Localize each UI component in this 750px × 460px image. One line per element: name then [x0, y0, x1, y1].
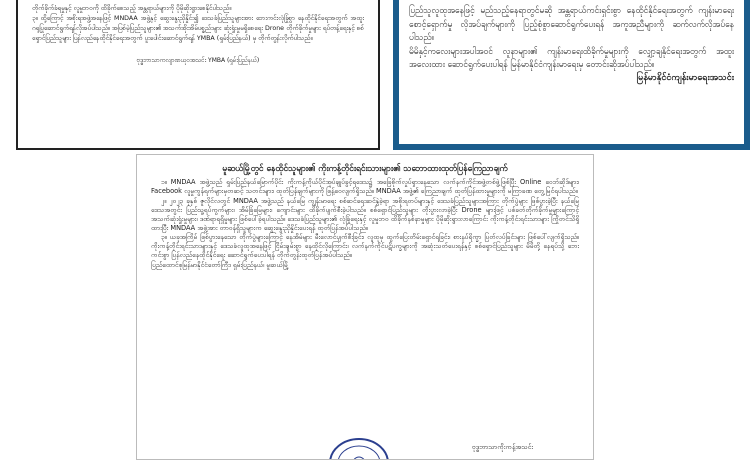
- doc3-date-line: ပြည်ထောင်စုမြန်မာနိုင်ငံတော်ကြီး၊ ရှမ်းပြည်နယ်၊ မူဆယ်မြို့: [151, 261, 289, 270]
- doc1-paragraph-2: ၃။ ထို့ကြောင့် အစိုးရအဖွဲ့အနေဖြင့် MNDAA အဖွဲ့နှင့် ဆွေးနွေးညှိနှိုင်း၍ ဒေသခံပြည်သူများအား ဘေးကင်းလုံခြုံစွာ နေထိုင်နိုင်ရေးအတွက် အထူးဂရုပြုဆောင်ရွက်ရန်လိုအပ်ပါသည်။ အပြစ်မဲ့ပြည်သူများ၏ အသက်အိုးအိမ်ပစ္စည်းများ ဆုံးရှုံးမှုမရှိစေရေး Drone တိုက်ခိုက်မှုများ ရပ်တန့်ရေးနှင့် စစ်ရှောင်ပြည်သူများ ပြန်လည်နေထိုင်နိုင်ရေးအတွက် ပူးပေါင်းဆောင်ရွက်ရန် YMBA (ရှမ်းပြည်နယ်) မှ တိုက်တွန်းလိုက်ပါသည်။: [32, 15, 364, 42]
- seal-stamp-icon: [327, 433, 391, 460]
- doc2-paragraph-1: ပြည်သူလူထုအနေဖြင့် မည်သည့်နေရာတွင်မဆို အန္တရာယ်ကင်းရှင်းစွာ နေထိုင်နိုင်ရေးအတွက် ကျန်းမာရေးစောင့်ရှောက်မှု လိုအပ်ချက်များကို ပြည့်စုံစွာဆောင်ရွက်ပေးရန် အကူအညီများကို ဆက်လက်လိုအပ်နေပါသည်။: [409, 5, 734, 43]
- statement-document-center: [136, 154, 594, 460]
- doc3-paragraph-2: ၂။ ၂၀၂၃ ခုနှစ် ဇူလိုင်လတွင် MNDAA အဖွဲ့သည် နယ်မြေ ကျွန်းမာရေး စစ်ဆင်ရေးဆင်နွှဲခဲ့ရာ အစိုးရတပ်များနှင့် ဒေသခံပြည်သူများအကြား တိုက်ပွဲများ ဖြစ်ပွားခဲ့ပြီး နယ်မြေဒေသအတွင်း ပြည်သူ့ရပ်ကွက်များ၊ အိမ်ခြံမြေများ၊ ကျောင်းများ ထိခိုက်ပျက်စီးခဲ့ပါသည်။ စစ်ရှောင်ပြည်သူများ တိုးပွားလာခဲ့ပြီး Drone များဖြင့် ပစ်ခတ်တိုက်ခိုက်မှုများကြောင့် အသက်ဆုံးရှုံးမှုများ၊ ဒဏ်ရာရရှိမှုများ ဖြစ်ပေါ်ခဲ့ရပါသည်။ ဒေသခံပြည်သူများ၏ လုံခြုံရေးနှင့် လူမှုဘဝ ထိခိုက်နစ်နာမှုများ ပိုမိုဆိုးရွားလာကြောင်း ကိုးကန့်တိုင်းရင်းသားများ ကြိုတင်သိရှိထားပြီး MNDAA အဖွဲ့အား တာဝန်ရှိသူများက ဆွေးနွေးညှိနှိုင်းပေးရန် ထုတ်ပြန်အပ်ပါသည်။: [151, 196, 579, 232]
- doc2-paragraph-2: မိမိနှင့်ကလေးများအပါအဝင် လူနာများ၏ ကျန်းမာရေးထိခိုက်မှုများကို လျှော့ချနိုင်ရေးအတွက် အထူးအလေးထား ဆောင်ရွက်ပေးပါရန် မြန်မာနိုင်ငံကျန်းမာရေးမှ တောင်းဆိုအပ်ပါသည်။: [409, 45, 734, 70]
- doc3-paragraph-3: ၃။ ယခုအကြိမ် ဖြစ်ပွားနေသော တိုက်ပွဲများကြောင့် နေအိမ်များ မီးလောင်ပျက်စီးခြင်း၊ လူထုမှ ထွက်ပြေးတိမ်းရှောင်ရခြင်း၊ စားနပ်ရိက္ခာ ပြတ်လပ်ခြင်းများ ဖြစ်ပေါ်လျက်ရှိသည်။ ကိုးကန့်တိုင်းရင်းသားများနှင့် ဒေသခံလူထုအနေဖြင့် ငြိမ်းချမ်းစွာ နေထိုင်လိုကြောင်း၊ လက်နက်ကိုင်ပဋိပက္ခများကို အဆုံးသတ်ပေးရန်နှင့် စစ်ရှောင်ပြည်သူများ မိမိတို့ နေရပ်သို့ ဘေးကင်းစွာ ပြန်လည်နေထိုင်နိုင်ရေး ဆောင်ရွက်ပေးပါရန် တိုက်တွန်းထုတ်ပြန်အပ်ပါသည်။: [151, 233, 579, 260]
- doc3-signature: ဗုဒ္ဓဘာသာကိုးကန့်အသင်း: [471, 443, 533, 451]
- doc1-paragraph-1: တိုက်ခိုက်ခံရမှုနှင့် လူမှုဘဝကို ထိခိုက်စေသည့် အန္တရာယ်များကို ပိုမိုဆိုးရွားစေနိုင်ပါသည်။: [32, 5, 232, 12]
- doc3-title: မူဆယ်မြို့တွင် နေထိုင်သူများ၏ ကိုးကန့်တိုင်းရင်းသားများ၏ သဘောထားထုတ်ပြန်ကြေညာချက်: [222, 163, 508, 173]
- doc1-signature: ဗုဒ္ဓဘာသာကလျာဏယုဝအသင်း YMBA (ရှမ်းပြည်နယ်): [136, 57, 260, 64]
- statement-document-left: [16, 0, 380, 150]
- doc2-signature: မြန်မာနိုင်ငံကျန်းမာရေးအသင်း: [636, 72, 734, 83]
- statement-document-right: [393, 0, 750, 150]
- doc2-page: [399, 0, 744, 144]
- doc3-paragraph-1: ၁။ MNDAA အဖွဲ့သည် ရှမ်းပြည်နယ်မြောက်ပိုင်း ကိုးကန့်ကိုယ်ပိုင်အုပ်ချုပ်ခွင့်ရဒေသ၌ အခြေစိုက်လှုပ်ရှားနေသော လက်နက်ကိုင်အဖွဲ့တစ်ဖွဲ့ဖြစ်ပြီး Online ဝေဘ်ဆိုဒ်များ၊ Facebook လူမှုကွန်ရက်များမှတဆင့် သတင်းများ၊ ထုတ်ပြန်ချက်များကို ဖြန့်ဝေလျက်ရှိသည်။ MNDAA အဖွဲ့၏ ကြေညာချက် ထုတ်ပြန်ထားမှုများကို မကြာခဏ တွေ့မြင်ရပါသည်။: [151, 178, 579, 195]
